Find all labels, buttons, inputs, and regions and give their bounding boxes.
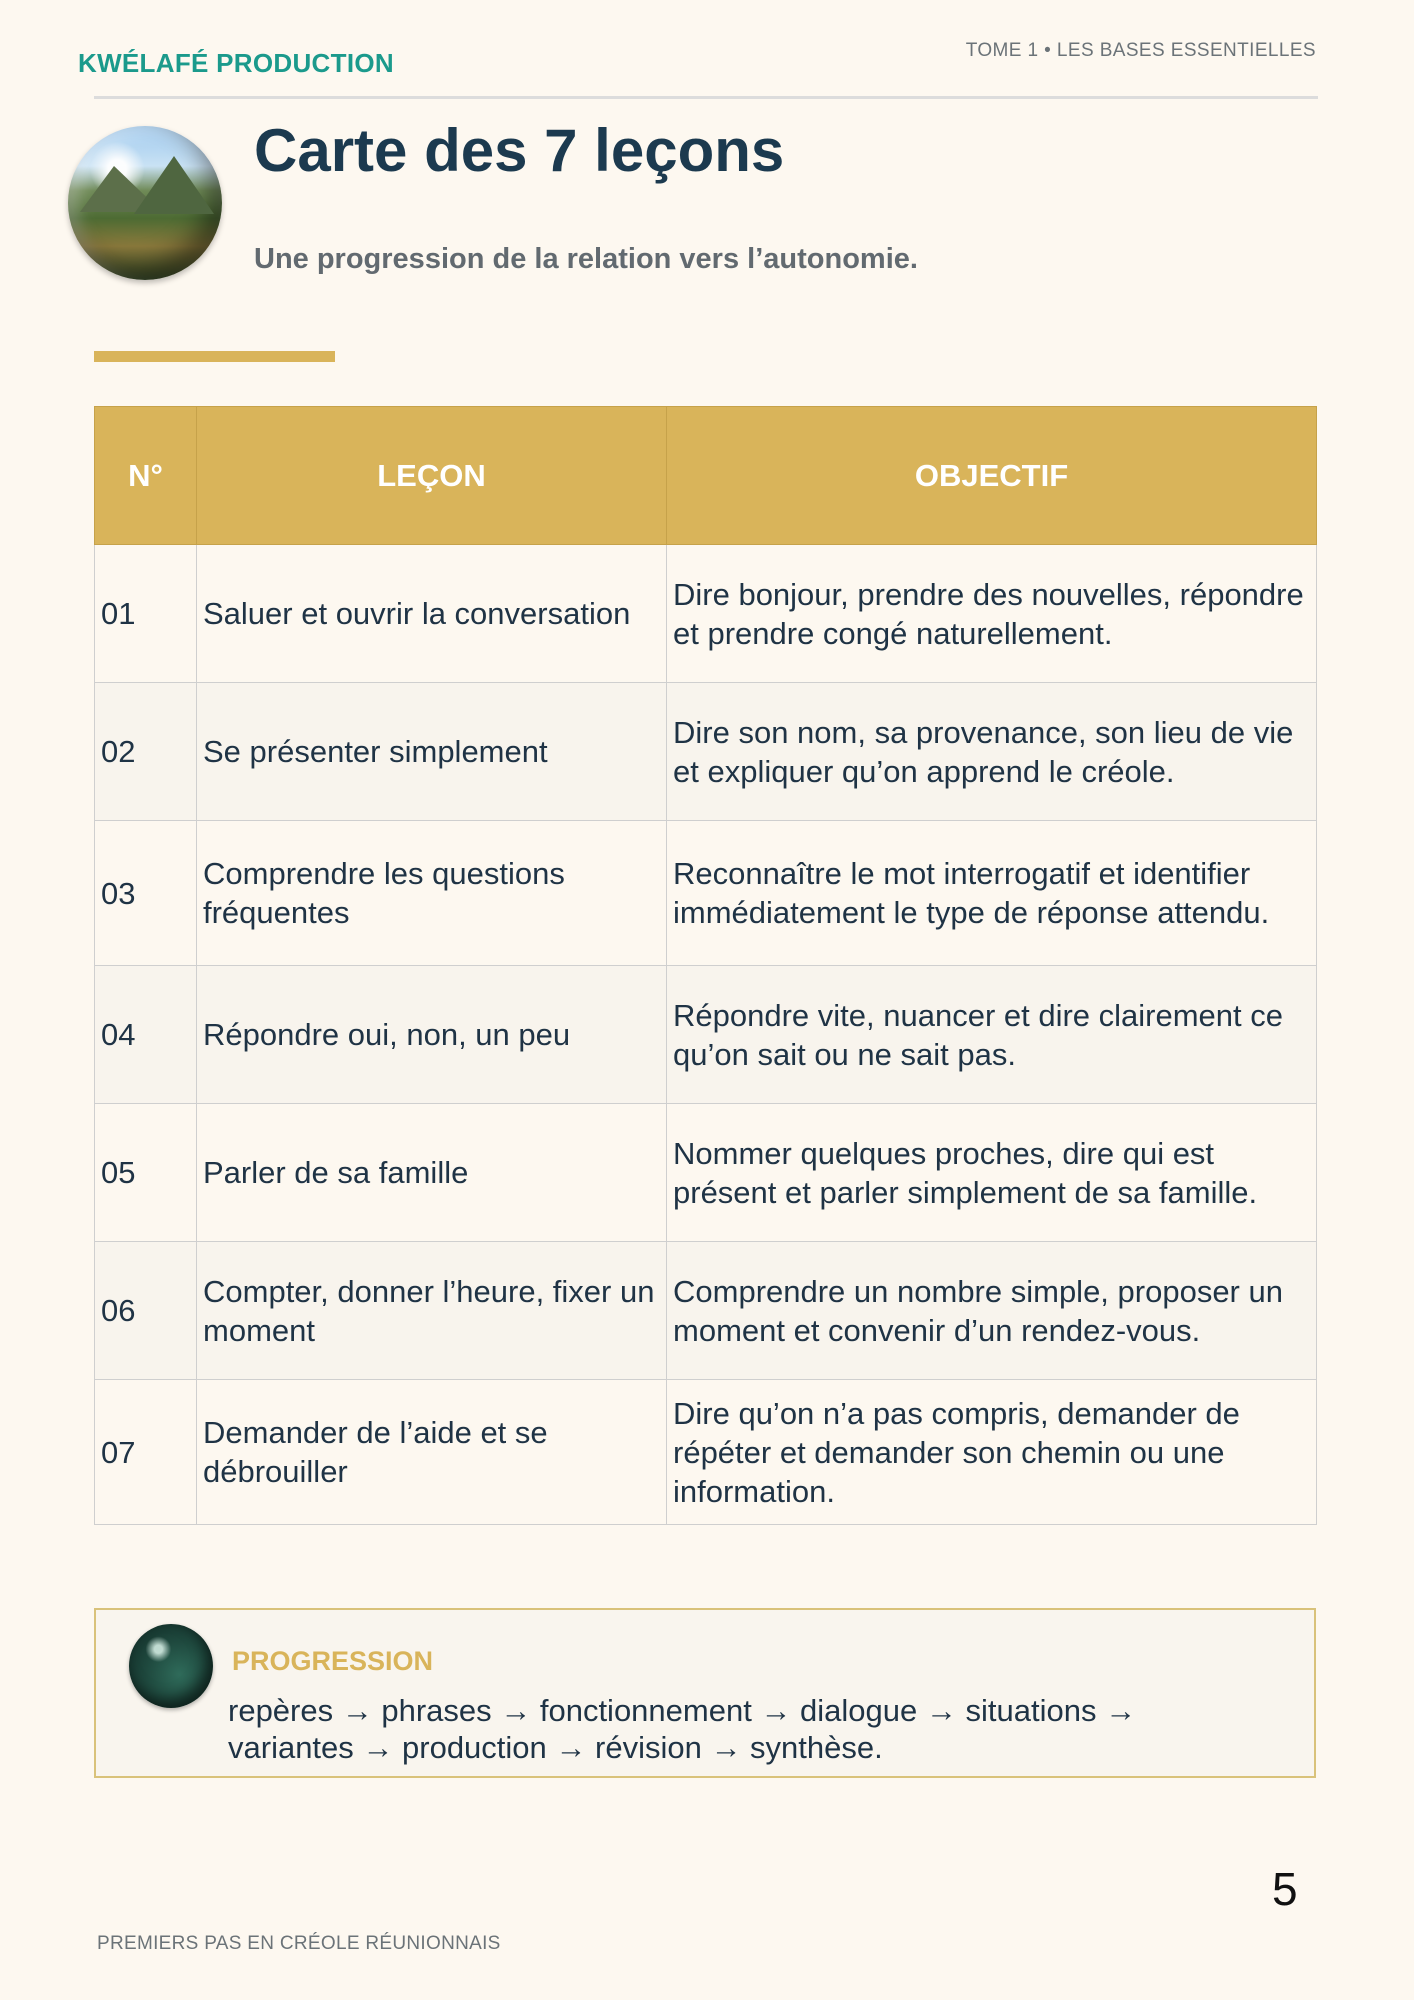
lesson-number: 04 <box>95 966 197 1104</box>
table-row <box>95 545 1317 683</box>
table-row <box>95 821 1317 966</box>
footer-text: PREMIERS PAS EN CRÉOLE RÉUNIONNAIS <box>97 1933 501 1954</box>
page-title: Carte des 7 leçons <box>254 117 785 184</box>
column-header-objective: OBJECTIF <box>667 407 1317 545</box>
table-row <box>95 1242 1317 1380</box>
lesson-objective: Nommer quelques proches, dire qui est présent et parler simplement de sa famille. <box>667 1104 1317 1242</box>
progression-callout <box>94 1608 1316 1778</box>
lesson-number: 01 <box>95 545 197 683</box>
tome-label: TOME 1 • LES BASES ESSENTIELLES <box>965 40 1316 61</box>
lesson-number: 03 <box>95 821 197 966</box>
lesson-title: Saluer et ouvrir la conversation <box>197 545 667 683</box>
page-number: 5 <box>1272 1863 1298 1915</box>
brand-name: KWÉLAFÉ PRODUCTION <box>78 48 394 78</box>
lesson-number: 07 <box>95 1380 197 1525</box>
page-subtitle: Une progression de la relation vers l’autonomie. <box>254 243 918 275</box>
lesson-title: Demander de l’aide et se débrouiller <box>197 1380 667 1525</box>
progression-text: repères → phrases → fonctionnement → dialogue → situations → variantes → production → révision → synthèse. <box>228 1693 1137 1765</box>
table-row <box>95 1104 1317 1242</box>
lesson-objective: Répondre vite, nuancer et dire clairement ce qu’on sait ou ne sait pas. <box>667 966 1317 1104</box>
lesson-number: 05 <box>95 1104 197 1242</box>
table-row <box>95 966 1317 1104</box>
accent-divider <box>94 351 335 362</box>
progression-label: PROGRESSION <box>232 1646 434 1676</box>
header-divider <box>94 96 1318 99</box>
lesson-title: Répondre oui, non, un peu <box>197 966 667 1104</box>
lesson-objective: Dire son nom, sa provenance, son lieu de vie et expliquer qu’on apprend le créole. <box>667 683 1317 821</box>
table-row <box>95 1380 1317 1525</box>
mountain-sphere-icon <box>68 126 222 280</box>
lesson-title: Parler de sa famille <box>197 1104 667 1242</box>
lesson-title: Compter, donner l’heure, fixer un moment <box>197 1242 667 1380</box>
lesson-objective: Dire qu’on n’a pas compris, demander de répéter et demander son chemin ou une information. <box>667 1380 1317 1525</box>
table-header-row <box>95 407 1317 545</box>
column-header-lesson: LEÇON <box>197 407 667 545</box>
stone-sphere-icon <box>129 1624 213 1708</box>
lesson-objective: Reconnaître le mot interrogatif et identifier immédiatement le type de réponse attendu. <box>667 821 1317 966</box>
column-header-number: N° <box>95 407 197 545</box>
lessons-table <box>94 406 1317 1525</box>
lesson-number: 06 <box>95 1242 197 1380</box>
lesson-title: Comprendre les questions fréquentes <box>197 821 667 966</box>
table-row <box>95 683 1317 821</box>
lesson-objective: Dire bonjour, prendre des nouvelles, répondre et prendre congé naturellement. <box>667 545 1317 683</box>
lesson-title: Se présenter simplement <box>197 683 667 821</box>
lesson-number: 02 <box>95 683 197 821</box>
lesson-objective: Comprendre un nombre simple, proposer un moment et convenir d’un rendez-vous. <box>667 1242 1317 1380</box>
